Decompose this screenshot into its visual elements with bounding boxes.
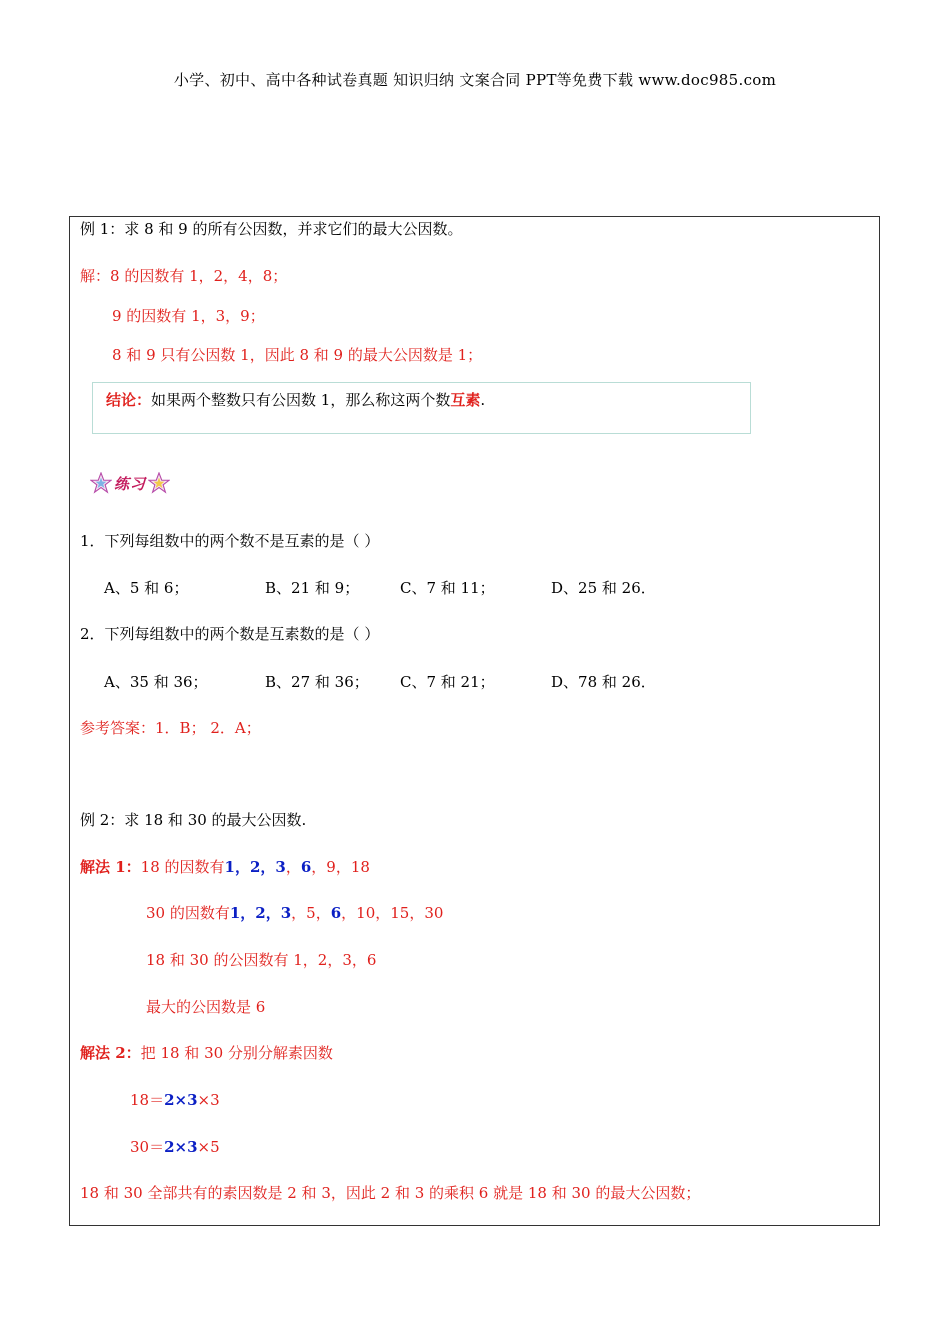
example1-solution-line1: [80, 266, 287, 286]
star-icon: [90, 472, 112, 494]
equation-30-suffix: ×5: [197, 1138, 220, 1156]
conclusion-body: 如果两个整数只有公因数 1，那么称这两个数: [151, 391, 451, 409]
practice-answer: 参考答案：1．B； 2．A；: [80, 719, 261, 737]
example2-title: 例 2：求 18 和 30 的最大公因数.: [80, 811, 307, 829]
q2-option-b: B、27 和 36；: [265, 673, 369, 691]
common-factor-highlight: 6: [330, 904, 342, 922]
page-header: 小学、初中、高中各种试卷真题 知识归纳 文案合同 PPT等免费下载 www.doc985.com: [173, 71, 777, 89]
example1-title: 例 1：求 8 和 9 的所有公因数，并求它们的最大公因数。: [80, 220, 463, 238]
q1-option-a: A、5 和 6；: [104, 579, 189, 597]
equation-30-prefix: 30＝: [130, 1138, 165, 1156]
q1-option-b: B、21 和 9；: [265, 579, 360, 597]
q1-option-c: C、7 和 11；: [400, 579, 495, 597]
question-2: 2．下列每组数中的两个数是互素数的是（ ）: [80, 625, 380, 643]
conclusion-end: .: [480, 391, 486, 409]
method1-line2-prefix: 30 的因数有: [146, 904, 230, 922]
q2-option-d: D、78 和 26．: [551, 673, 656, 691]
method1-line2-mid: ，5，: [291, 904, 331, 922]
solution-text: 8 的因数有 1，2，4，8；: [110, 267, 288, 285]
practice-title: 练习: [114, 474, 147, 493]
conclusion-label: 结论：: [106, 391, 152, 409]
method1-line1-suffix: ，9，18: [311, 858, 370, 876]
star-icon: [148, 472, 170, 494]
method1-line2: [146, 903, 443, 923]
equation-18-prefix: 18＝: [130, 1091, 165, 1109]
solution-label: 解：: [80, 267, 111, 285]
method2-text: 把 18 和 30 分别分解素因数: [140, 1044, 333, 1062]
question-1: 1．下列每组数中的两个数不是互素的是（ ）: [80, 532, 380, 550]
example1-solution-line2: 9 的因数有 1，3，9；: [112, 307, 265, 325]
method1-line3: 18 和 30 的公因数有 1，2，3，6: [146, 951, 377, 969]
equation-18: [130, 1090, 220, 1110]
common-factors-highlight: 1，2，3: [229, 904, 292, 922]
method1-line4: 最大的公因数是 6: [146, 998, 266, 1016]
q2-option-a: A、35 和 36；: [104, 673, 208, 691]
example1-solution-line3: 8 和 9 只有公因数 1，因此 8 和 9 的最大公因数是 1；: [112, 346, 483, 364]
equation-18-suffix: ×3: [197, 1091, 220, 1109]
shared-prime-highlight: 2×3: [164, 1138, 198, 1156]
conclusion-keyword: 互素: [450, 391, 481, 409]
separator: ，: [285, 858, 301, 876]
method2-line: [80, 1043, 333, 1063]
method1-line2-suffix: ，10，15，30: [341, 904, 444, 922]
common-factor-highlight: 6: [300, 858, 312, 876]
method2-label: 解法 2：: [80, 1044, 141, 1062]
method1-label: 解法 1：: [80, 858, 141, 876]
method1-line1-prefix: 18 的因数有: [140, 858, 225, 876]
shared-prime-highlight: 2×3: [164, 1091, 198, 1109]
practice-badge: [90, 470, 172, 496]
q1-option-d: D、25 和 26．: [551, 579, 656, 597]
conclusion-text: [106, 390, 485, 410]
common-factors-highlight: 1，2，3: [224, 858, 286, 876]
example2-conclusion: 18 和 30 全部共有的素因数是 2 和 3，因此 2 和 3 的乘积 6 就是 18 和 30 的最大公因数；: [80, 1184, 701, 1202]
method1-line1: [80, 857, 370, 877]
equation-30: [130, 1137, 220, 1157]
q2-option-c: C、7 和 21；: [400, 673, 495, 691]
